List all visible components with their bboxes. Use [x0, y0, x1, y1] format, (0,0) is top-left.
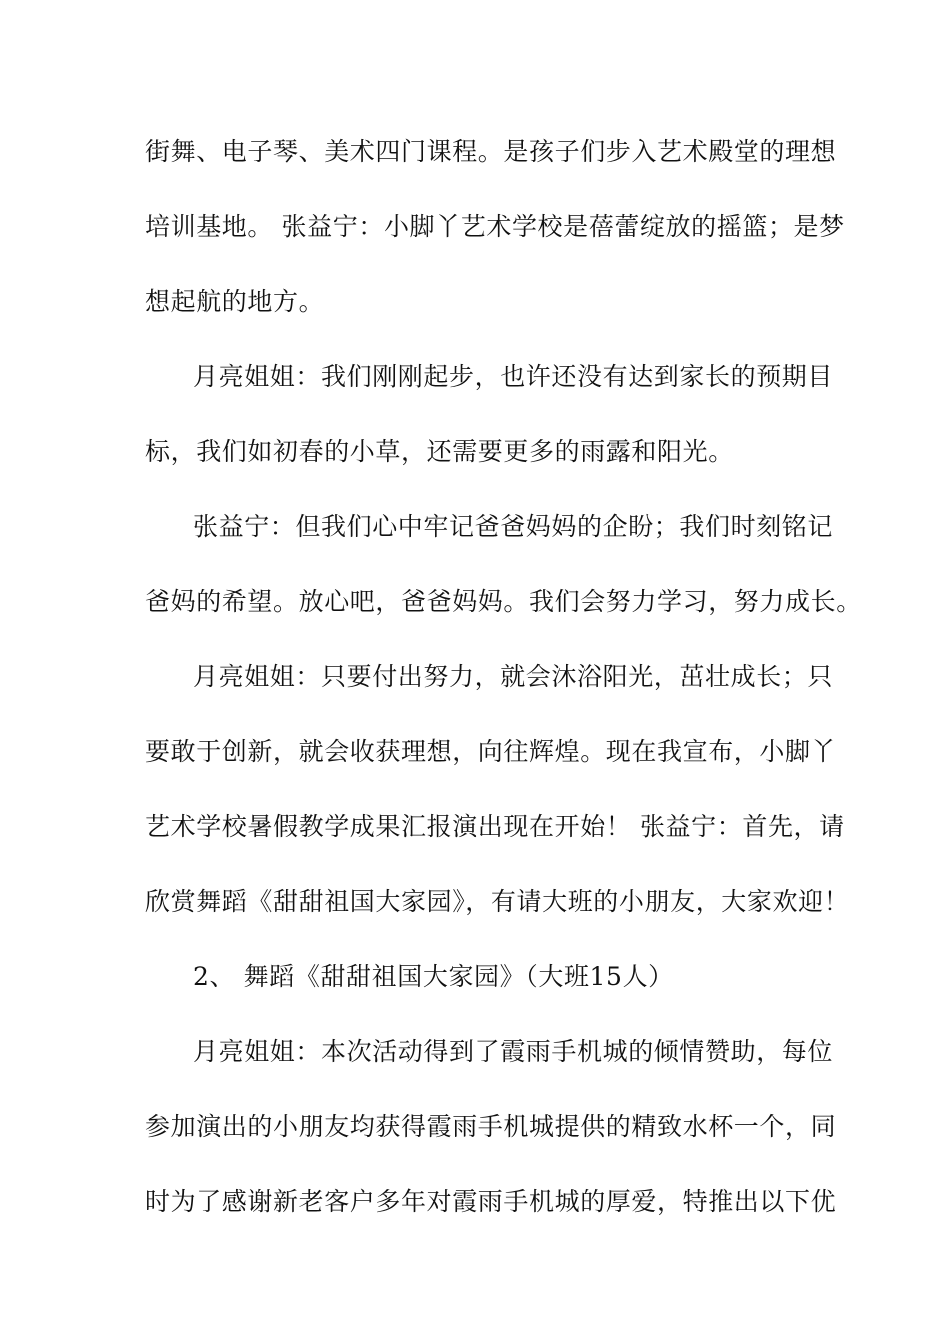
text-line: 标，我们如初春的小草，还需要更多的雨露和阳光。: [145, 437, 734, 466]
text-line: 街舞、电子琴、美术四门课程。是孩子们步入艺术殿堂的理想: [145, 137, 837, 166]
text-line: 爸妈的希望。放心吧，爸爸妈妈。我们会努力学习，努力成长。: [145, 587, 862, 616]
paragraph-start-line: 张益宁：但我们心中牢记爸爸妈妈的企盼；我们时刻铭记: [193, 512, 834, 541]
paragraph-start-line: 月亮姐姐：本次活动得到了霞雨手机城的倾情赞助，每位: [193, 1037, 834, 1066]
text-line: 艺术学校暑假教学成果汇报演出现在开始！ 张益宁：首先，请: [145, 812, 845, 841]
text-line: 时为了感谢新老客户多年对霞雨手机城的厚爱，特推出以下优: [145, 1187, 837, 1216]
paragraph-start-line: 月亮姐姐：只要付出努力，就会沐浴阳光，茁壮成长；只: [193, 662, 834, 691]
text-line: 要敢于创新，就会收获理想，向往辉煌。现在我宣布，小脚丫: [145, 737, 837, 766]
text-line: 参加演出的小朋友均获得霞雨手机城提供的精致水杯一个，同: [145, 1112, 837, 1141]
text-line: 想起航的地方。: [145, 287, 325, 316]
paragraph-start-line: 月亮姐姐：我们刚刚起步，也许还没有达到家长的预期目: [193, 362, 834, 391]
text-line: 欣赏舞蹈《甜甜祖国大家园》，有请大班的小朋友，大家欢迎！: [145, 887, 850, 916]
text-line: 培训基地。 张益宁：小脚丫艺术学校是蓓蕾绽放的摇篮；是梦: [145, 212, 845, 241]
program-item-heading: 2、 舞蹈《甜甜祖国大家园》（大班15人）: [193, 962, 674, 991]
